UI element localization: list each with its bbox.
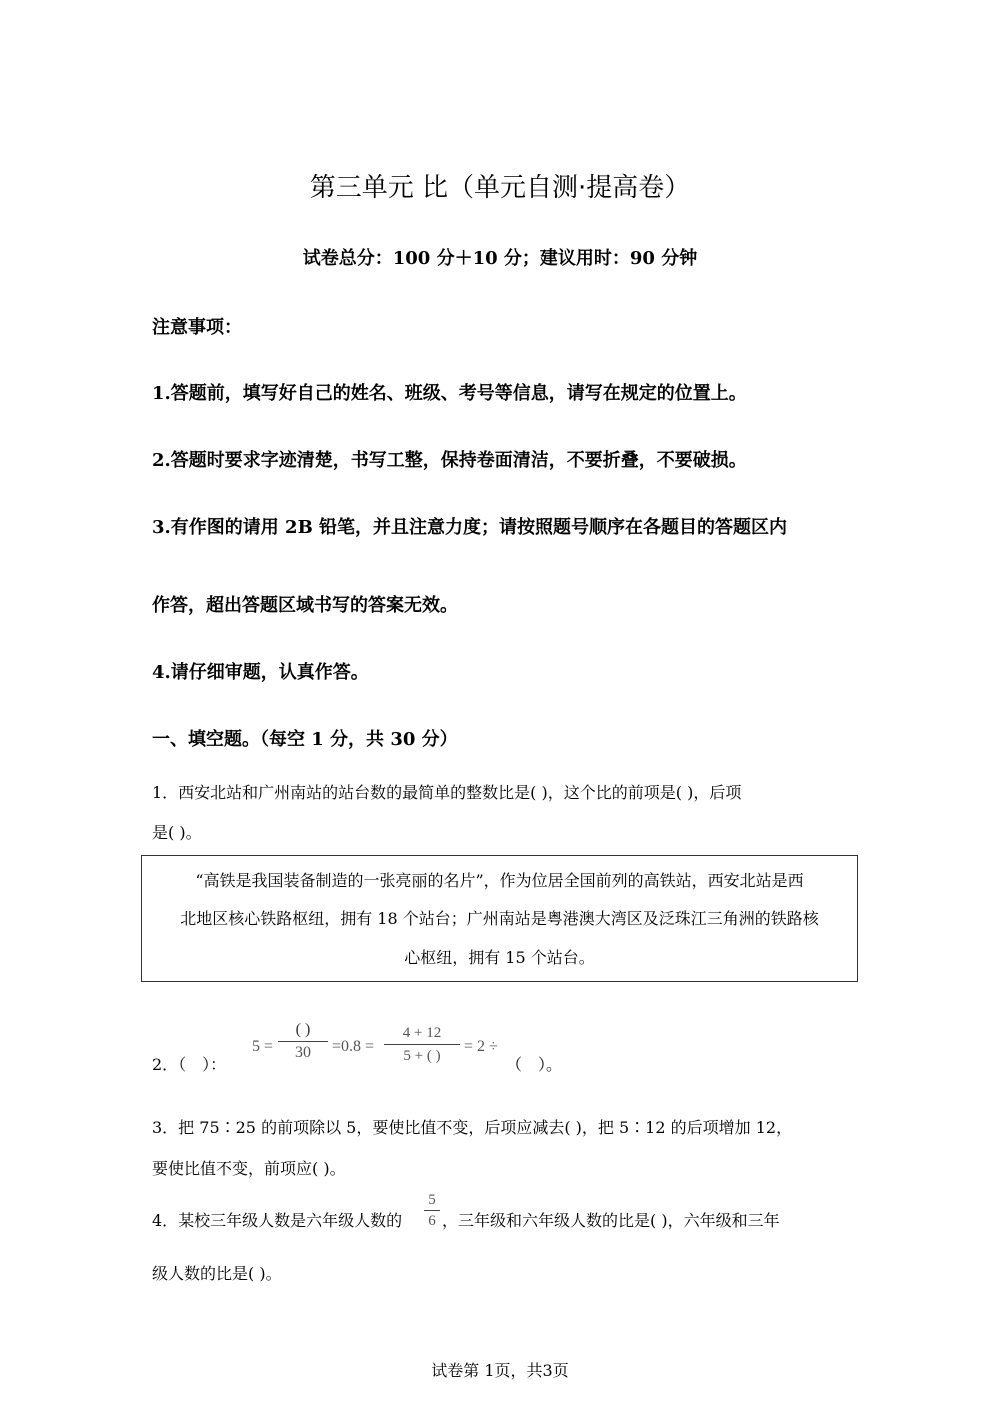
section-heading: 一、填空题。（每空 1 分，共 30 分） xyxy=(152,729,458,750)
q4-fraction-numerator: 5 xyxy=(428,1192,436,1208)
page-title: 第三单元 比（单元自测·提高卷） xyxy=(309,173,691,203)
q4-fraction xyxy=(424,1191,440,1230)
q2-fraction-2-denominator: 5 + ( ) xyxy=(403,1048,441,1064)
question-1-line-2: 是( )。 xyxy=(152,823,202,842)
q4-fraction-denominator: 6 xyxy=(428,1213,436,1229)
question-4-text-after: ，三年级和六年级人数的比是( )，六年级和三年 xyxy=(442,1211,780,1230)
notice-heading: 注意事项： xyxy=(152,317,242,338)
q2-equation-part-3: = 2 ÷ xyxy=(464,1038,498,1055)
question-2-prefix: 2．（ ）： xyxy=(152,1055,227,1074)
question-3-line-2: 要使比值不变，前项应( )。 xyxy=(152,1159,346,1178)
notice-item-1: 1.答题前，填写好自己的姓名、班级、考号等信息，请写在规定的位置上。 xyxy=(152,383,747,404)
notice-item-2: 2.答题时要求字迹清楚，书写工整，保持卷面清洁，不要折叠，不要破损。 xyxy=(152,450,747,471)
info-box-line-3: 心枢纽，拥有 15 个站台。 xyxy=(404,948,595,967)
question-1-line-1: 1．西安北站和广州南站的站台数的最简单的整数比是( )，这个比的前项是( )，后项 xyxy=(152,783,742,802)
question-4-line-2: 级人数的比是( )。 xyxy=(152,1264,282,1283)
question-4-text-before: 4．某校三年级人数是六年级人数的 xyxy=(152,1211,403,1230)
question-3-line-1: 3．把 75∶25 的前项除以 5，要使比值不变，后项应减去( )，把 5∶12 的后项增加 12， xyxy=(152,1118,793,1137)
q2-equation-part-1: 5 = xyxy=(252,1038,274,1055)
notice-item-3: 3.有作图的请用 2B 铅笔，并且注意力度；请按照题号顺序在各题目的答题区内 xyxy=(152,517,788,538)
page-footer: 试卷第 1页，共3页 xyxy=(431,1361,569,1380)
info-box-line-2: 北地区核心铁路枢纽，拥有 18 个站台；广州南站是粤港澳大湾区及泛珠江三角洲的铁路核 xyxy=(180,909,819,928)
notice-item-4: 4.请仔细审题，认真作答。 xyxy=(152,662,369,683)
q2-fraction-1-numerator: ( ) xyxy=(295,1021,311,1038)
q2-equation-part-2: =0.8 = xyxy=(332,1038,375,1055)
info-box-line-1: “高铁是我国装备制造的一张亮丽的名片”，作为位居全国前列的高铁站，西安北站是西 xyxy=(195,871,804,890)
exam-info: 试卷总分：100 分＋10 分；建议用时：90 分钟 xyxy=(302,248,698,269)
notice-item-3-cont: 作答，超出答题区域书写的答案无效。 xyxy=(152,595,458,616)
q2-fraction-1 xyxy=(278,1020,328,1063)
question-1-info-box xyxy=(141,855,858,982)
q2-fraction-2-numerator: 4 + 12 xyxy=(402,1025,442,1041)
q2-fraction-1-denominator: 30 xyxy=(295,1044,311,1061)
question-2-suffix: （ ）。 xyxy=(506,1055,563,1074)
q2-fraction-2 xyxy=(384,1024,460,1065)
